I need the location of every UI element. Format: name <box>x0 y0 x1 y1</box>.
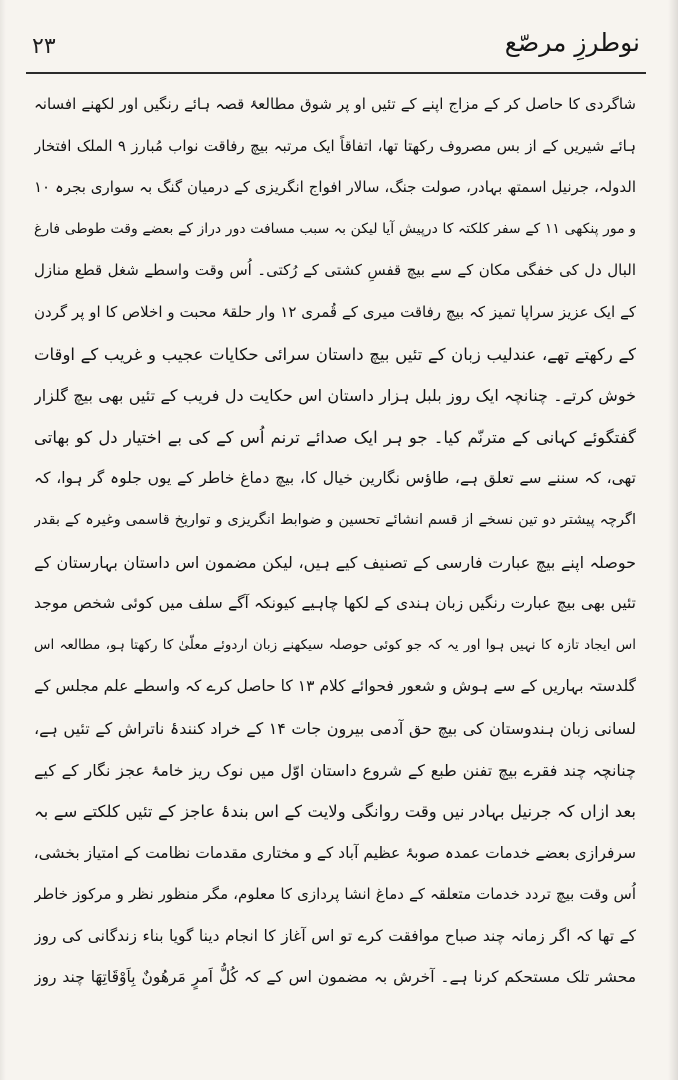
text-line: خوش کرتے۔ چنانچہ ایک روز بلبل ہزار داستان اس حکایت دل فریب کے تئیں بھی بیچ گلزار <box>34 386 636 406</box>
text-line: کے ایک عزیز سراپا تمیز کہ بیچ رفاقت میری کے قُمری ۱۲ وار حلقۂ محبت و اخلاص کا او پر گردن <box>34 302 636 321</box>
text-line: کے رکھتے تھے، عندلیب زبان کے تئیں بیچ داستان سرائی حکایات عجیب و غریب کے اوقات <box>34 344 636 364</box>
text-line: کے تھا کہ اگر زمانہ چند صباح موافقت کرے تو اس آغاز کا انجام دینا گویا بناء زندگانی کی روز <box>34 926 636 945</box>
text-line: سرفرازی بعضے خدمات عمدہ صوبۂ عظیم آباد کے و مختاری مقدمات نظامت کے امتیاز بخشی، <box>34 843 636 862</box>
page-number: ۲۳ <box>32 34 56 59</box>
page-gutter-shadow <box>0 0 6 1080</box>
text-line: اُس وقت بیچ تردد خدمات متعلقہ کے دماغ انشا پردازی کا معلوم، مگر منظور نظر و مرکوز خاطر <box>34 885 636 904</box>
text-line: چنانچہ چند فقرے بیچ تفنن طبع کے شروع داستان اوّل میں نوک ریز خامۂ عجز نگار کے کیے <box>34 760 636 780</box>
text-line: و مور پنکھی ۱۱ کے سفر کلکتہ کا درپیش آیا لیکن بہ سبب مسافت دور دراز کے بعضے وقت طوطی فارغ <box>34 220 636 237</box>
text-line: گفتگوئے کہانی کے مترنّم کیا۔ جو ہر ایک صدائے ترنم اُس کے کی بے اختیار دل کو بھاتی <box>34 427 636 447</box>
body-text <box>34 84 636 999</box>
text-line: شاگردی کا حاصل کر کے مزاج اپنے کے تئیں او پر شوق مطالعۂ قصہ ہائے رنگیں اور لکھنے افسانہ <box>34 95 636 113</box>
text-line: الدولہ، جرنیل اسمتھ بہادر، صولت جنگ، سالار افواج انگریزی کے درمیان گنگ بہ سواری بجرہ ۱۰ <box>34 178 636 197</box>
text-line: البال دل کی خفگی مکان کے سے بیچ قفسِ کشتی کے رُکتی۔ اُس وقت واسطے شغل قطع منازل <box>34 261 636 280</box>
text-line: اگرچہ پیشتر دو تین نسخے از قسم انشائے تحسین و ضوابط انگریزی و تواریخ قاسمی وغیرہ کے بقدر <box>34 511 636 528</box>
text-line: ہائے شیریں کے از بس مصروف رکھتا تھا، اتفاقاً ایک مرتبہ بیچ رفاقت نواب مُبارز ۹ الملک افتخار <box>34 136 636 155</box>
text-line: گلدستہ بہاریں کے سے ہوش و شعور فحوائے کلام ۱۳ کا حاصل کرے کہ واسطے علم مجلس کے <box>34 677 636 696</box>
text-line: تھی، کہ سننے سے تعلق ہے، طاؤس نگارین خیال کا، بیچ دماغ خاطر کے یوں جلوہ گر ہوا، کہ <box>34 469 636 488</box>
text-line: تئیں بھی بیچ عبارت رنگیں زبان ہندی کے لکھا چاہیے کیونکہ آگے سلف میں کوئی شخص موجد <box>34 594 636 613</box>
text-line: اس ایجاد تازہ کا نہیں ہوا اور یہ کہ جو کوئی حوصلہ سیکھنے زبان اردوئے معلّیٰ کا رکھتا ہو، مطالعہ اس <box>34 636 636 653</box>
text-line: محشر تلک مستحکم کرنا ہے۔ آخرش بہ مضمون اس کے کہ کُلُّ اَمرٍ مَرهُونٌ بِاَوْقَاتِهَا چند روز <box>34 968 636 987</box>
running-title: نوطرزِ مرصّع <box>504 28 640 57</box>
header-rule <box>26 72 646 74</box>
text-line: بعد ازاں کہ جرنیل بہادر نیں وقت روانگی ولایت کے اس بندۂ عاجز کے تئیں کلکتے سے بہ <box>34 802 636 822</box>
page-edge-shadow <box>668 0 678 1080</box>
page-header <box>26 28 646 74</box>
text-line: لسانی زبان ہندوستان کی بیچ حق آدمی بیرون جات ۱۴ کے خراد کنندۂ ناتراش کے تئیں ہے، <box>34 718 636 738</box>
text-line: حوصلہ اپنے بیچ عبارت فارسی کے تصنیف کیے ہیں، لیکن مضمون اس داستان بہارستان کے <box>34 552 636 572</box>
